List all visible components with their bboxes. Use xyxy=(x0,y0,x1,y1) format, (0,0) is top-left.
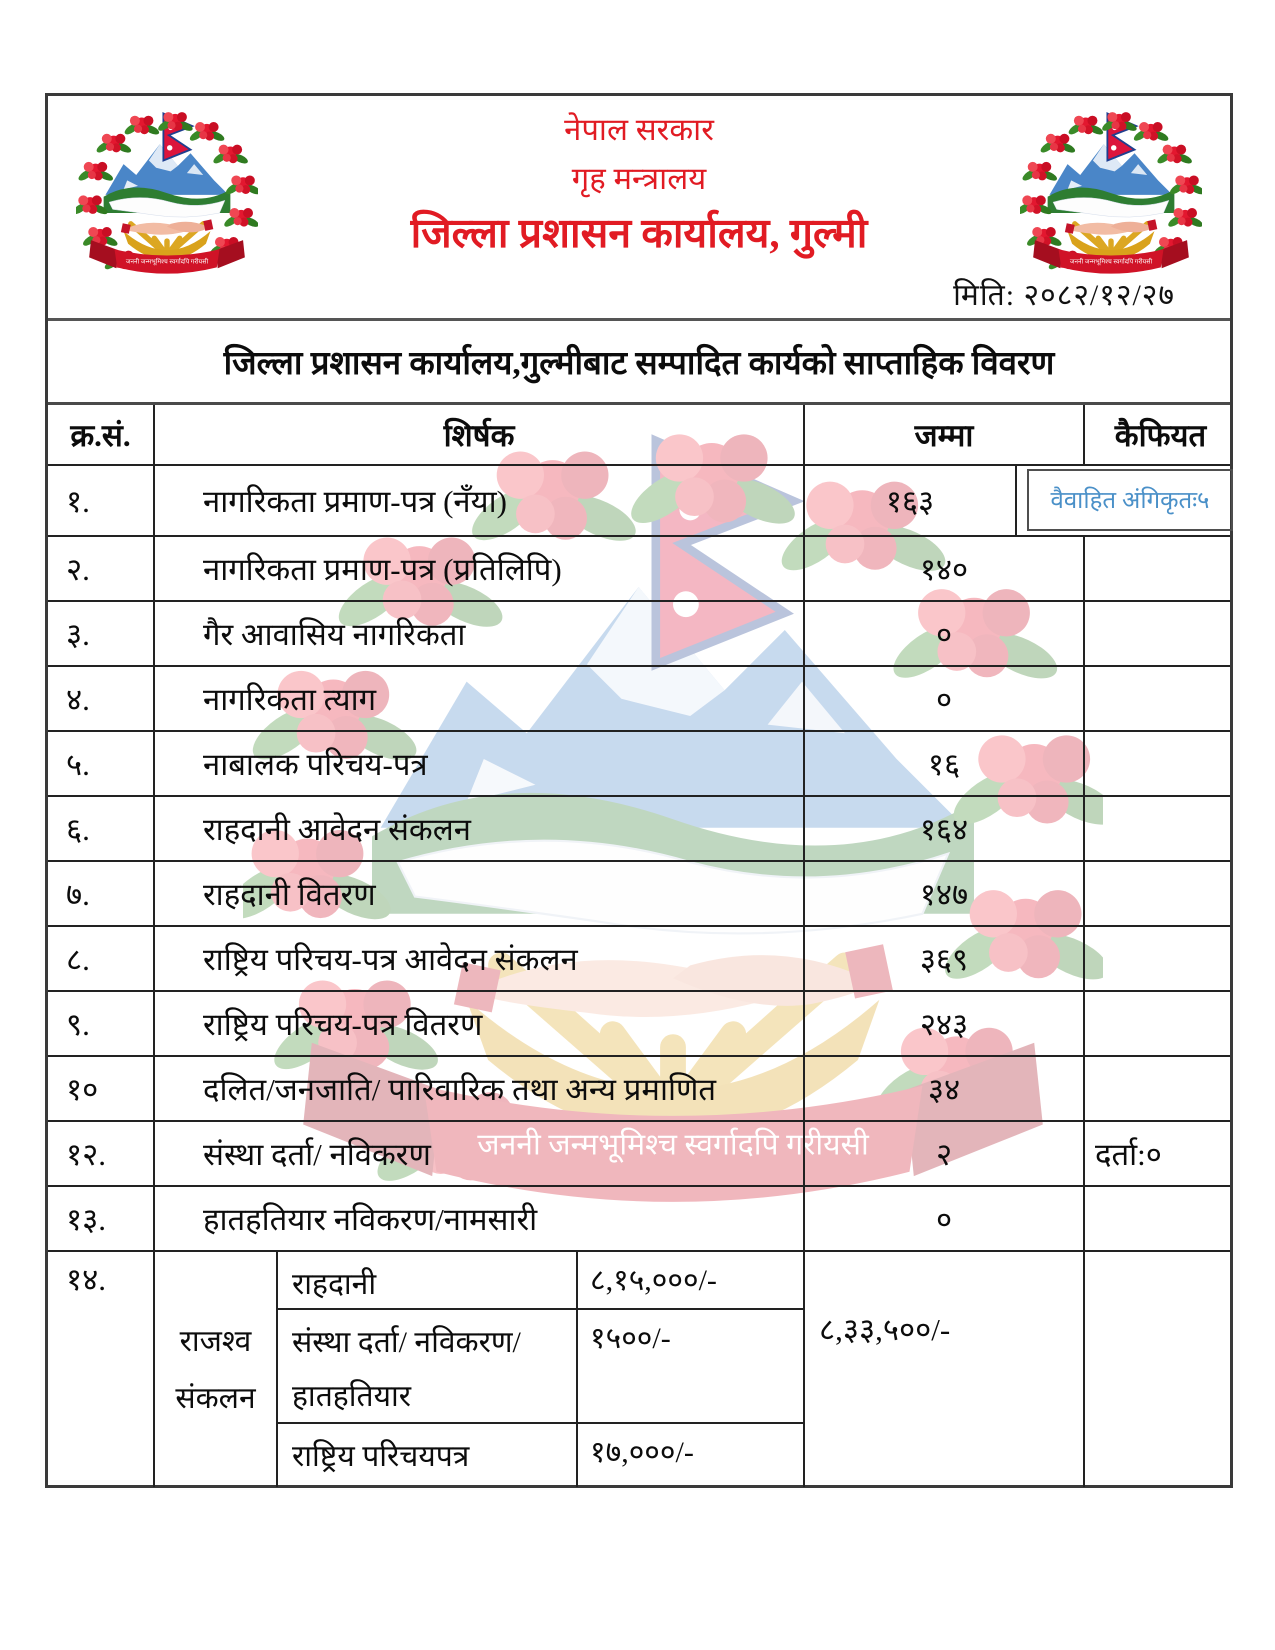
row-serial: ४. xyxy=(66,681,90,717)
row-remark xyxy=(1083,667,1236,730)
row-remark xyxy=(1083,797,1236,860)
row-remark xyxy=(1083,1122,1236,1185)
row-serial: २. xyxy=(66,551,90,587)
row-remark xyxy=(1083,927,1236,990)
row-serial: १. xyxy=(66,483,90,519)
row-serial: ३. xyxy=(66,616,90,652)
row-remark xyxy=(1083,1057,1236,1120)
row-total: १४७ xyxy=(803,862,1083,925)
row-remark xyxy=(1083,862,1236,925)
revenue-item-name: राहदानी xyxy=(276,1252,576,1310)
table-row xyxy=(48,795,1230,860)
revenue-item-amount: १५००/- xyxy=(576,1310,803,1424)
row-remark xyxy=(1083,1187,1236,1250)
row-remark xyxy=(1015,466,1236,535)
row-serial: ७. xyxy=(66,876,90,912)
revenue-label: राजश्व संकलन xyxy=(153,1252,276,1487)
weekly-report-table xyxy=(45,93,1233,1488)
col-header-sn: क्र.सं. xyxy=(70,417,131,453)
col-header-remarks: कैफियत xyxy=(1083,405,1236,464)
government-name: नेपाल सरकार xyxy=(564,112,714,147)
row-title: राहदानी वितरण xyxy=(153,862,803,925)
row-total: २४३ xyxy=(803,992,1083,1055)
row-remark xyxy=(1083,992,1236,1055)
row-serial: ६. xyxy=(66,811,90,847)
row-title: नागरिकता त्याग xyxy=(153,667,803,730)
nepal-emblem-left xyxy=(76,108,258,280)
row-total: २ xyxy=(803,1122,1083,1185)
row-total: १४० xyxy=(803,537,1083,600)
row-remark xyxy=(1083,537,1236,600)
revenue-remark xyxy=(1083,1252,1236,1487)
letterhead-titles xyxy=(268,106,1010,263)
row-title: हातहतियार नविकरण/नामसारी xyxy=(153,1187,803,1250)
revenue-item-amount: १७,०००/- xyxy=(576,1424,803,1487)
letterhead xyxy=(48,96,1230,318)
row-total: ३४ xyxy=(803,1057,1083,1120)
table-header-row xyxy=(48,402,1230,464)
office-name: जिल्ला प्रशासन कार्यालय, गुल्मी xyxy=(410,209,868,256)
row-title: नाबालक परिचय-पत्र xyxy=(153,732,803,795)
table-row xyxy=(48,600,1230,665)
revenue-item-amount: ८,१५,०००/- xyxy=(576,1252,803,1310)
row-total: ० xyxy=(803,602,1083,665)
table-row xyxy=(48,1120,1230,1185)
revenue-item-name: राष्ट्रिय परिचयपत्र xyxy=(276,1424,576,1487)
row-total: १६३ xyxy=(803,466,1015,535)
table-row xyxy=(48,730,1230,795)
table-row xyxy=(48,535,1230,600)
row-title: नागरिकता प्रमाण-पत्र (प्रतिलिपि) xyxy=(153,537,803,600)
row-serial: १२. xyxy=(66,1136,106,1172)
row-title: राहदानी आवेदन संकलन xyxy=(153,797,803,860)
revenue-total: ८,३३,५००/- xyxy=(803,1252,1083,1487)
row-remark xyxy=(1083,602,1236,665)
row-title: गैर आवासिय नागरिकता xyxy=(153,602,803,665)
row-serial: १० xyxy=(66,1071,99,1107)
report-date: मिति: २०८२/१२/२७ xyxy=(953,279,1175,312)
row-serial: ९. xyxy=(66,1006,90,1042)
row-serial: १४. xyxy=(66,1262,106,1297)
table-row xyxy=(48,464,1230,535)
row-title: संस्था दर्ता/ नविकरण xyxy=(153,1122,803,1185)
table-body xyxy=(48,464,1230,1250)
col-header-total: जम्मा xyxy=(803,405,1083,464)
revenue-item-name: संस्था दर्ता/ नविकरण/हातहतियार xyxy=(276,1310,576,1424)
row-total: ३६९ xyxy=(803,927,1083,990)
table-row xyxy=(48,925,1230,990)
table-row xyxy=(48,1185,1230,1250)
report-title: जिल्ला प्रशासन कार्यालय,गुल्मीबाट सम्पादित कार्यको साप्ताहिक विवरण xyxy=(48,318,1230,402)
table-row xyxy=(48,860,1230,925)
col-header-title: शिर्षक xyxy=(153,405,803,464)
row-title: दलित/जनजाति/ पारिवारिक तथा अन्य प्रमाणित xyxy=(153,1057,803,1120)
table-row xyxy=(48,665,1230,730)
row-serial: १३. xyxy=(66,1201,106,1237)
row-remark-text: वैवाहित अंगिकृतः५ xyxy=(1027,469,1233,531)
table-row xyxy=(48,990,1230,1055)
row-serial: ८. xyxy=(66,941,90,977)
row-title: नागरिकता प्रमाण-पत्र (नँया) xyxy=(153,466,803,535)
row-title: राष्ट्रिय परिचय-पत्र आवेदन संकलन xyxy=(153,927,803,990)
row-total: ० xyxy=(803,667,1083,730)
ministry-name: गृह मन्त्रालय xyxy=(571,161,707,197)
nepal-emblem-right xyxy=(1020,108,1202,280)
table-row xyxy=(48,1055,1230,1120)
row-remark xyxy=(1083,732,1236,795)
row-total: ० xyxy=(803,1187,1083,1250)
row-total: १६४ xyxy=(803,797,1083,860)
row-serial: ५. xyxy=(66,746,90,782)
revenue-row xyxy=(48,1250,1230,1487)
row-total: १६ xyxy=(803,732,1083,795)
row-title: राष्ट्रिय परिचय-पत्र वितरण xyxy=(153,992,803,1055)
row-remark-text: दर्ता:० xyxy=(1095,1136,1162,1172)
